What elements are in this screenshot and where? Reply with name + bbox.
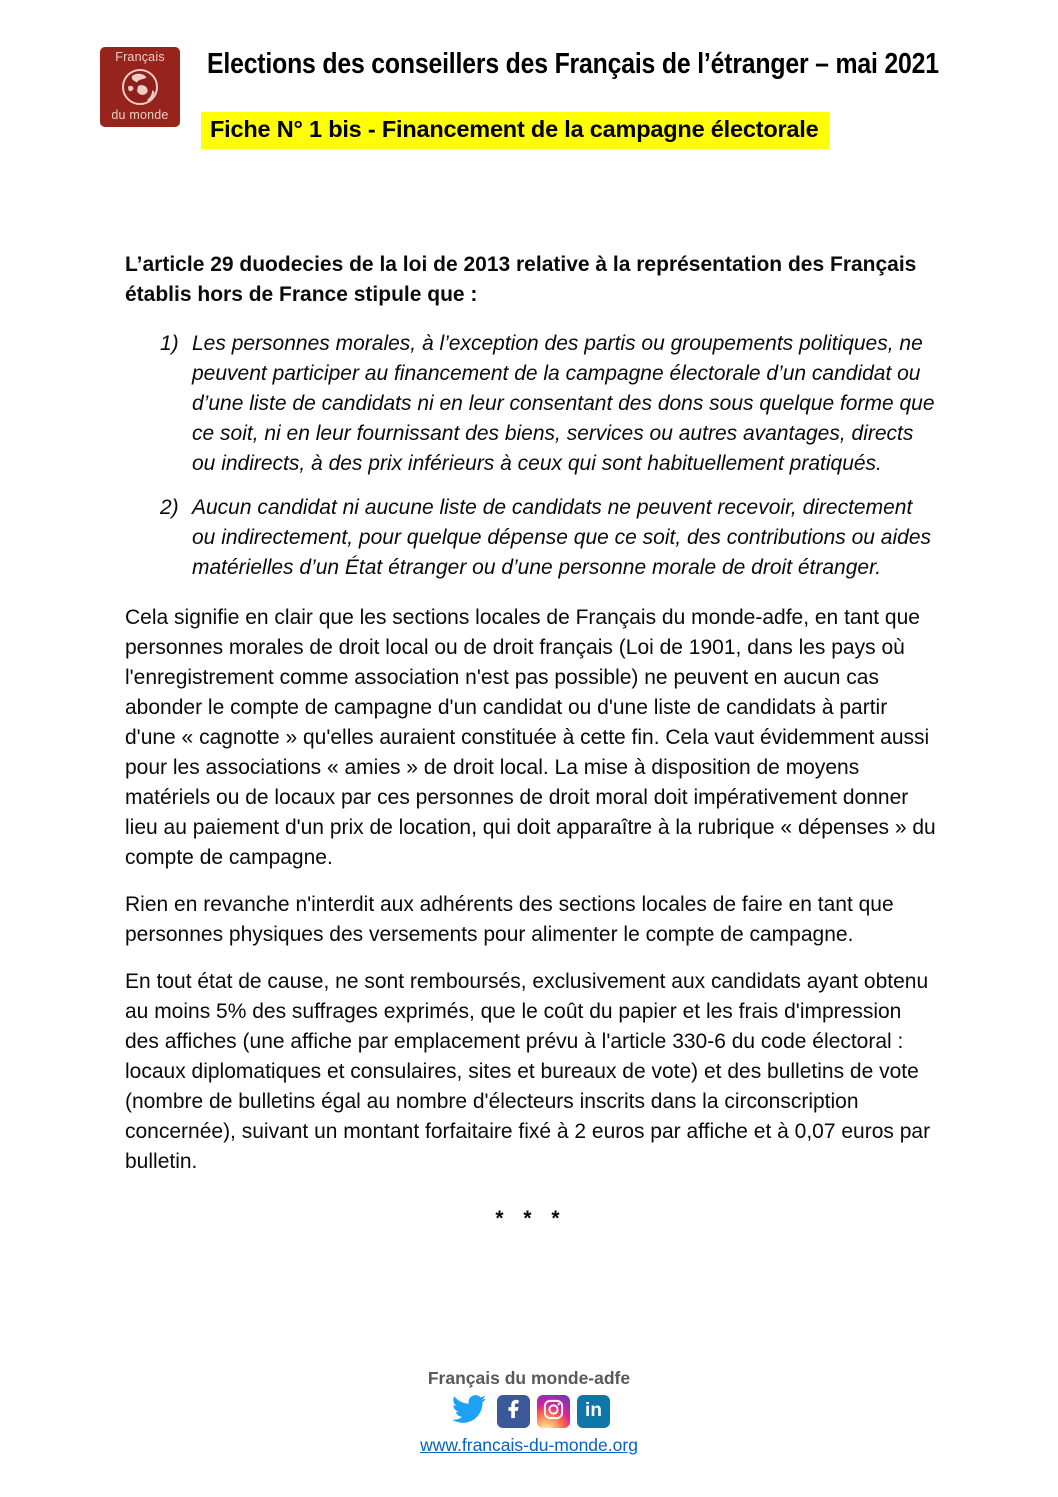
logo-text-bottom: du monde	[111, 108, 169, 122]
footer-org-name: Français du monde-adfe	[427, 1368, 631, 1388]
facebook-link[interactable]	[497, 1395, 530, 1428]
body-paragraph: En tout état de cause, ne sont remboursés, exclusivement aux candidats ayant obtenu au moins 5% des suffrages exprimés, que le coût du papier et les frais d'impression des affiches (une affiche par emplacement prévu à l'article 330-6 du code électoral : locaux diplomatiques et consulaires, sites et bureaux de vote) et des bulletins de vote (nombre de bulletins égal au nombre d'électeurs inscrits dans la circonscription concernée), suivant un montant forfaitaire fixé à 2 euros par affiche et à 0,07 euros par bulletin.	[125, 970, 931, 1173]
logo-text-top: Français	[115, 50, 165, 64]
instagram-icon	[542, 1398, 565, 1426]
globe-icon	[119, 67, 161, 107]
list-item	[125, 493, 937, 583]
list-item	[125, 329, 937, 479]
list-item-text: Les personnes morales, à l’exception des partis ou groupements politiques, ne peuvent participer au financement de la campagne électorale d’un candidat ou d’une liste de candidats ni en leur consentant des dons sous quelque forme que ce soit, ni en leur fournissant des biens, services ou autres avantages, directs ou indirects, à des prix inférieurs à ceux qui sont habituellement pratiqués.	[192, 332, 935, 475]
body-paragraph: Cela signifie en clair que les sections locales de Français du monde-adfe, en tant que personnes morales de droit local ou de droit français (Loi de 1901, dans les pays où l'enregistrement comme association n'est pas possible) ne peuvent en aucun cas abonder le compte de campagne d'un candidat ou d'une liste de candidats à partir d'une « cagnotte » qu'elles auraient constituée à cette fin. Cela vaut évidemment aussi pour les associations « amies » de droit local. La mise à disposition de moyens matériels ou de locaux par ces personnes de droit moral doit impérativement donner lieu au paiement d'un prix de location, qui doit apparaître à la rubrique « dépenses » du compte de campagne.	[125, 606, 936, 869]
page-title: Elections des conseillers des Français de l’étranger – mai 2021	[207, 48, 939, 80]
twitter-link[interactable]	[448, 1392, 490, 1431]
list-item-number: 1)	[160, 332, 179, 355]
list-item-text: Aucun candidat ni aucune liste de candidats ne peuvent recevoir, directement ou indirectement, pour quelque dépense que ce soit, des contributions ou aides matérielles d’un État étranger ou d’une personne morale de droit étranger.	[192, 496, 931, 579]
org-logo	[100, 47, 180, 127]
website-link[interactable]: www.francais-du-monde.org	[420, 1435, 638, 1455]
body-paragraph: Rien en revanche n'interdit aux adhérents des sections locales de faire en tant que personnes physiques des versements pour alimenter le compte de campagne.	[125, 893, 894, 946]
instagram-link[interactable]	[537, 1395, 570, 1428]
linkedin-icon: in	[585, 1400, 602, 1421]
twitter-icon	[448, 1392, 490, 1431]
linkedin-link[interactable]	[577, 1395, 610, 1428]
list-item-number: 2)	[160, 496, 179, 519]
section-separator: * * *	[495, 1207, 567, 1230]
document-body	[125, 250, 937, 1234]
document-footer	[0, 1368, 1058, 1456]
legal-list	[125, 329, 937, 583]
page-subtitle: Fiche N° 1 bis - Financement de la campagne électorale	[201, 112, 829, 149]
facebook-icon	[503, 1398, 525, 1425]
social-icons-row	[0, 1393, 1058, 1430]
intro-paragraph: L’article 29 duodecies de la loi de 2013 relative à la représentation des Français établis hors de France stipule que :	[125, 253, 917, 306]
